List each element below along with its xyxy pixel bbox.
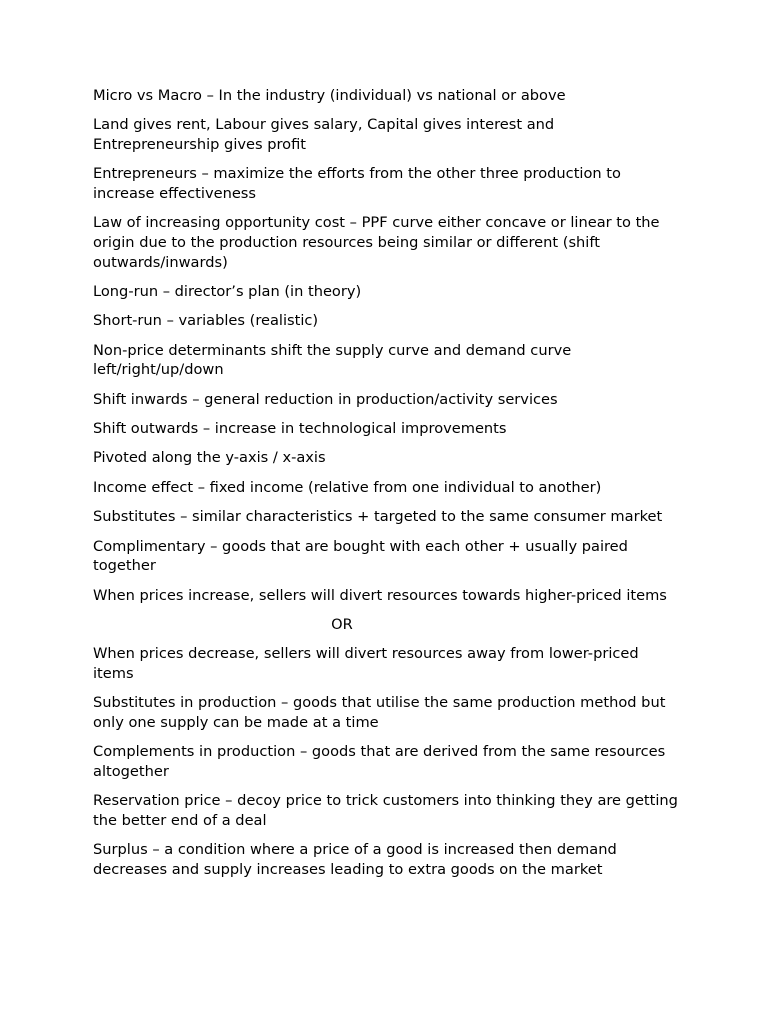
- paragraph-reservation-price: Reservation price – decoy price to trick customers into thinking they are getting the better end of a deal: [93, 792, 678, 829]
- paragraph-pivoted: Pivoted along the y-axis / x-axis: [93, 449, 326, 467]
- paragraph-short-run: Short-run – variables (realistic): [93, 312, 319, 330]
- paragraph-complements-in-production: Complements in production – goods that are derived from the same resources altogether: [93, 743, 666, 780]
- paragraph-substitutes: Substitutes – similar characteristics + targeted to the same consumer market: [93, 508, 663, 526]
- paragraph-entrepreneurs: Entrepreneurs – maximize the efforts from the other three production to increase effectiveness: [93, 165, 621, 202]
- paragraph-long-run: Long-run – director’s plan (in theory): [93, 282, 362, 300]
- paragraph-shift-inwards: Shift inwards – general reduction in production/activity services: [93, 390, 558, 408]
- paragraph-shift-outwards: Shift outwards – increase in technological improvements: [93, 420, 507, 438]
- paragraph-non-price-determinants: Non-price determinants shift the supply curve and demand curve left/right/up/down: [93, 341, 572, 379]
- paragraph-micro-vs-macro: Micro vs Macro – In the industry (individual) vs national or above: [93, 87, 566, 104]
- paragraph-income-effect: Income effect – fixed income (relative from one individual to another): [93, 478, 602, 496]
- paragraph-prices-increase: When prices increase, sellers will divert resources towards higher-priced items: [93, 586, 667, 604]
- paragraph-complimentary: Complimentary – goods that are bought with each other + usually paired together: [93, 537, 628, 575]
- paragraph-opportunity-cost: Law of increasing opportunity cost – PPF curve either concave or linear to the origin due to the production resources being similar or different (shift outwards/inwards): [93, 214, 660, 271]
- document-body: [93, 86, 683, 889]
- paragraph-or: OR: [331, 616, 353, 634]
- paragraph-factors-of-production: Land gives rent, Labour gives salary, Capital gives interest and Entrepreneurship gives profit: [93, 116, 555, 153]
- paragraph-substitutes-in-production: Substitutes in production – goods that utilise the same production method but only one supply can be made at a time: [93, 694, 666, 731]
- paragraph-prices-decrease: When prices decrease, sellers will divert resources away from lower-priced items: [93, 645, 639, 683]
- paragraph-surplus: Surplus – a condition where a price of a good is increased then demand decreases and supply increases leading to extra goods on the market: [93, 841, 617, 878]
